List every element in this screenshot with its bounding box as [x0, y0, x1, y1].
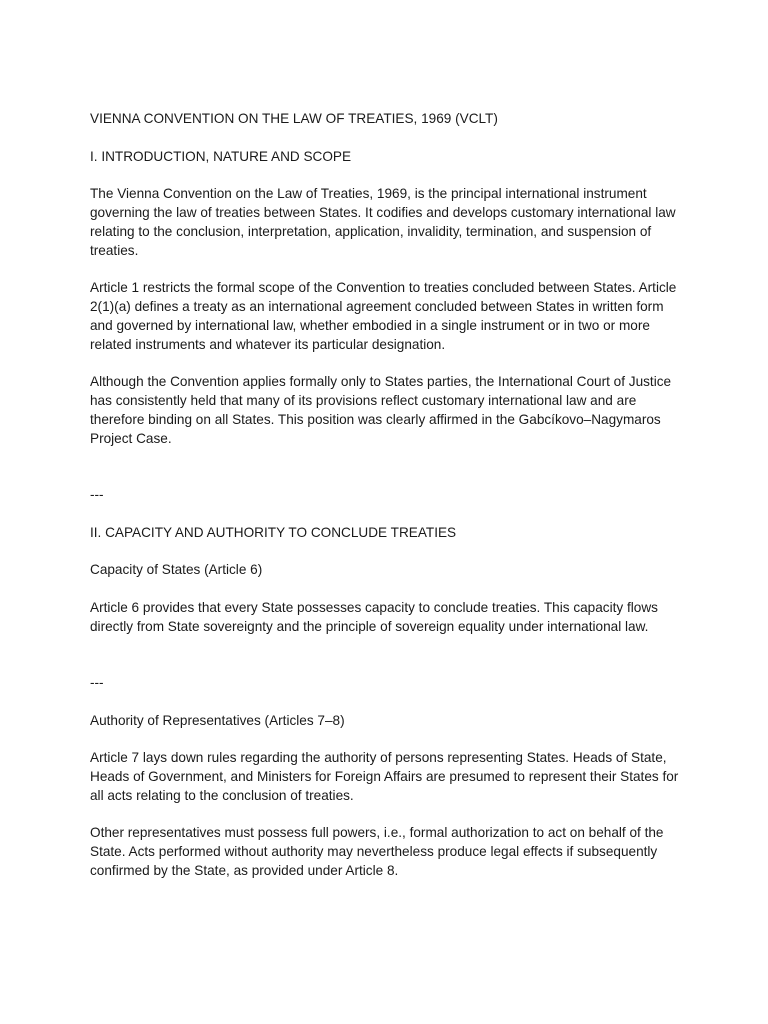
paragraph-scope: Article 1 restricts the formal scope of the Convention to treaties concluded between States. Article 2(1)(a) defines a treaty as an international agreement concluded between States in written form and governed by international law, whether embodied in a single instrument or in two or more related instruments and whatever its particular designation. [90, 280, 677, 352]
section-separator: --- [90, 674, 104, 690]
document-title: VIENNA CONVENTION ON THE LAW OF TREATIES, 1969 (VCLT) [90, 111, 498, 126]
paragraph-customary-law: Although the Convention applies formally only to States parties, the International Court of Justice has consistently held that many of its provisions reflect customary international law and are therefore binding on all States. This position was clearly affirmed in the Gabcíkovo–Nagymaros Project Case. [90, 374, 672, 446]
paragraph-capacity: Article 6 provides that every State possesses capacity to conclude treaties. This capacity flows directly from State sovereignty and the principle of sovereign equality under international law. [90, 599, 658, 634]
paragraph-full-powers: Other representatives must possess full powers, i.e., formal authorization to act on behalf of the State. Acts performed without authority may nevertheless produce legal effects if subsequently confirmed by the State, as provided under Article 8. [90, 825, 664, 878]
paragraph-introduction: The Vienna Convention on the Law of Treaties, 1969, is the principal international instrument governing the law of treaties between States. It codifies and develops customary international law relating to the conclusion, interpretation, application, invalidity, termination, and suspension of treaties. [90, 186, 676, 258]
section-heading-introduction: I. INTRODUCTION, NATURE AND SCOPE [90, 148, 352, 164]
subheading-capacity-of-states: Capacity of States (Article 6) [90, 562, 263, 578]
subheading-authority-of-representatives: Authority of Representatives (Articles 7–8) [90, 712, 345, 728]
document-content [90, 110, 680, 881]
paragraph-authority: Article 7 lays down rules regarding the authority of persons representing States. Heads of State, Heads of Government, and Ministers for Foreign Affairs are presumed to represent their States for all acts relating to the conclusion of treaties. [90, 750, 679, 803]
section-heading-capacity-authority: II. CAPACITY AND AUTHORITY TO CONCLUDE TREATIES [90, 524, 457, 540]
section-separator: --- [90, 486, 104, 502]
